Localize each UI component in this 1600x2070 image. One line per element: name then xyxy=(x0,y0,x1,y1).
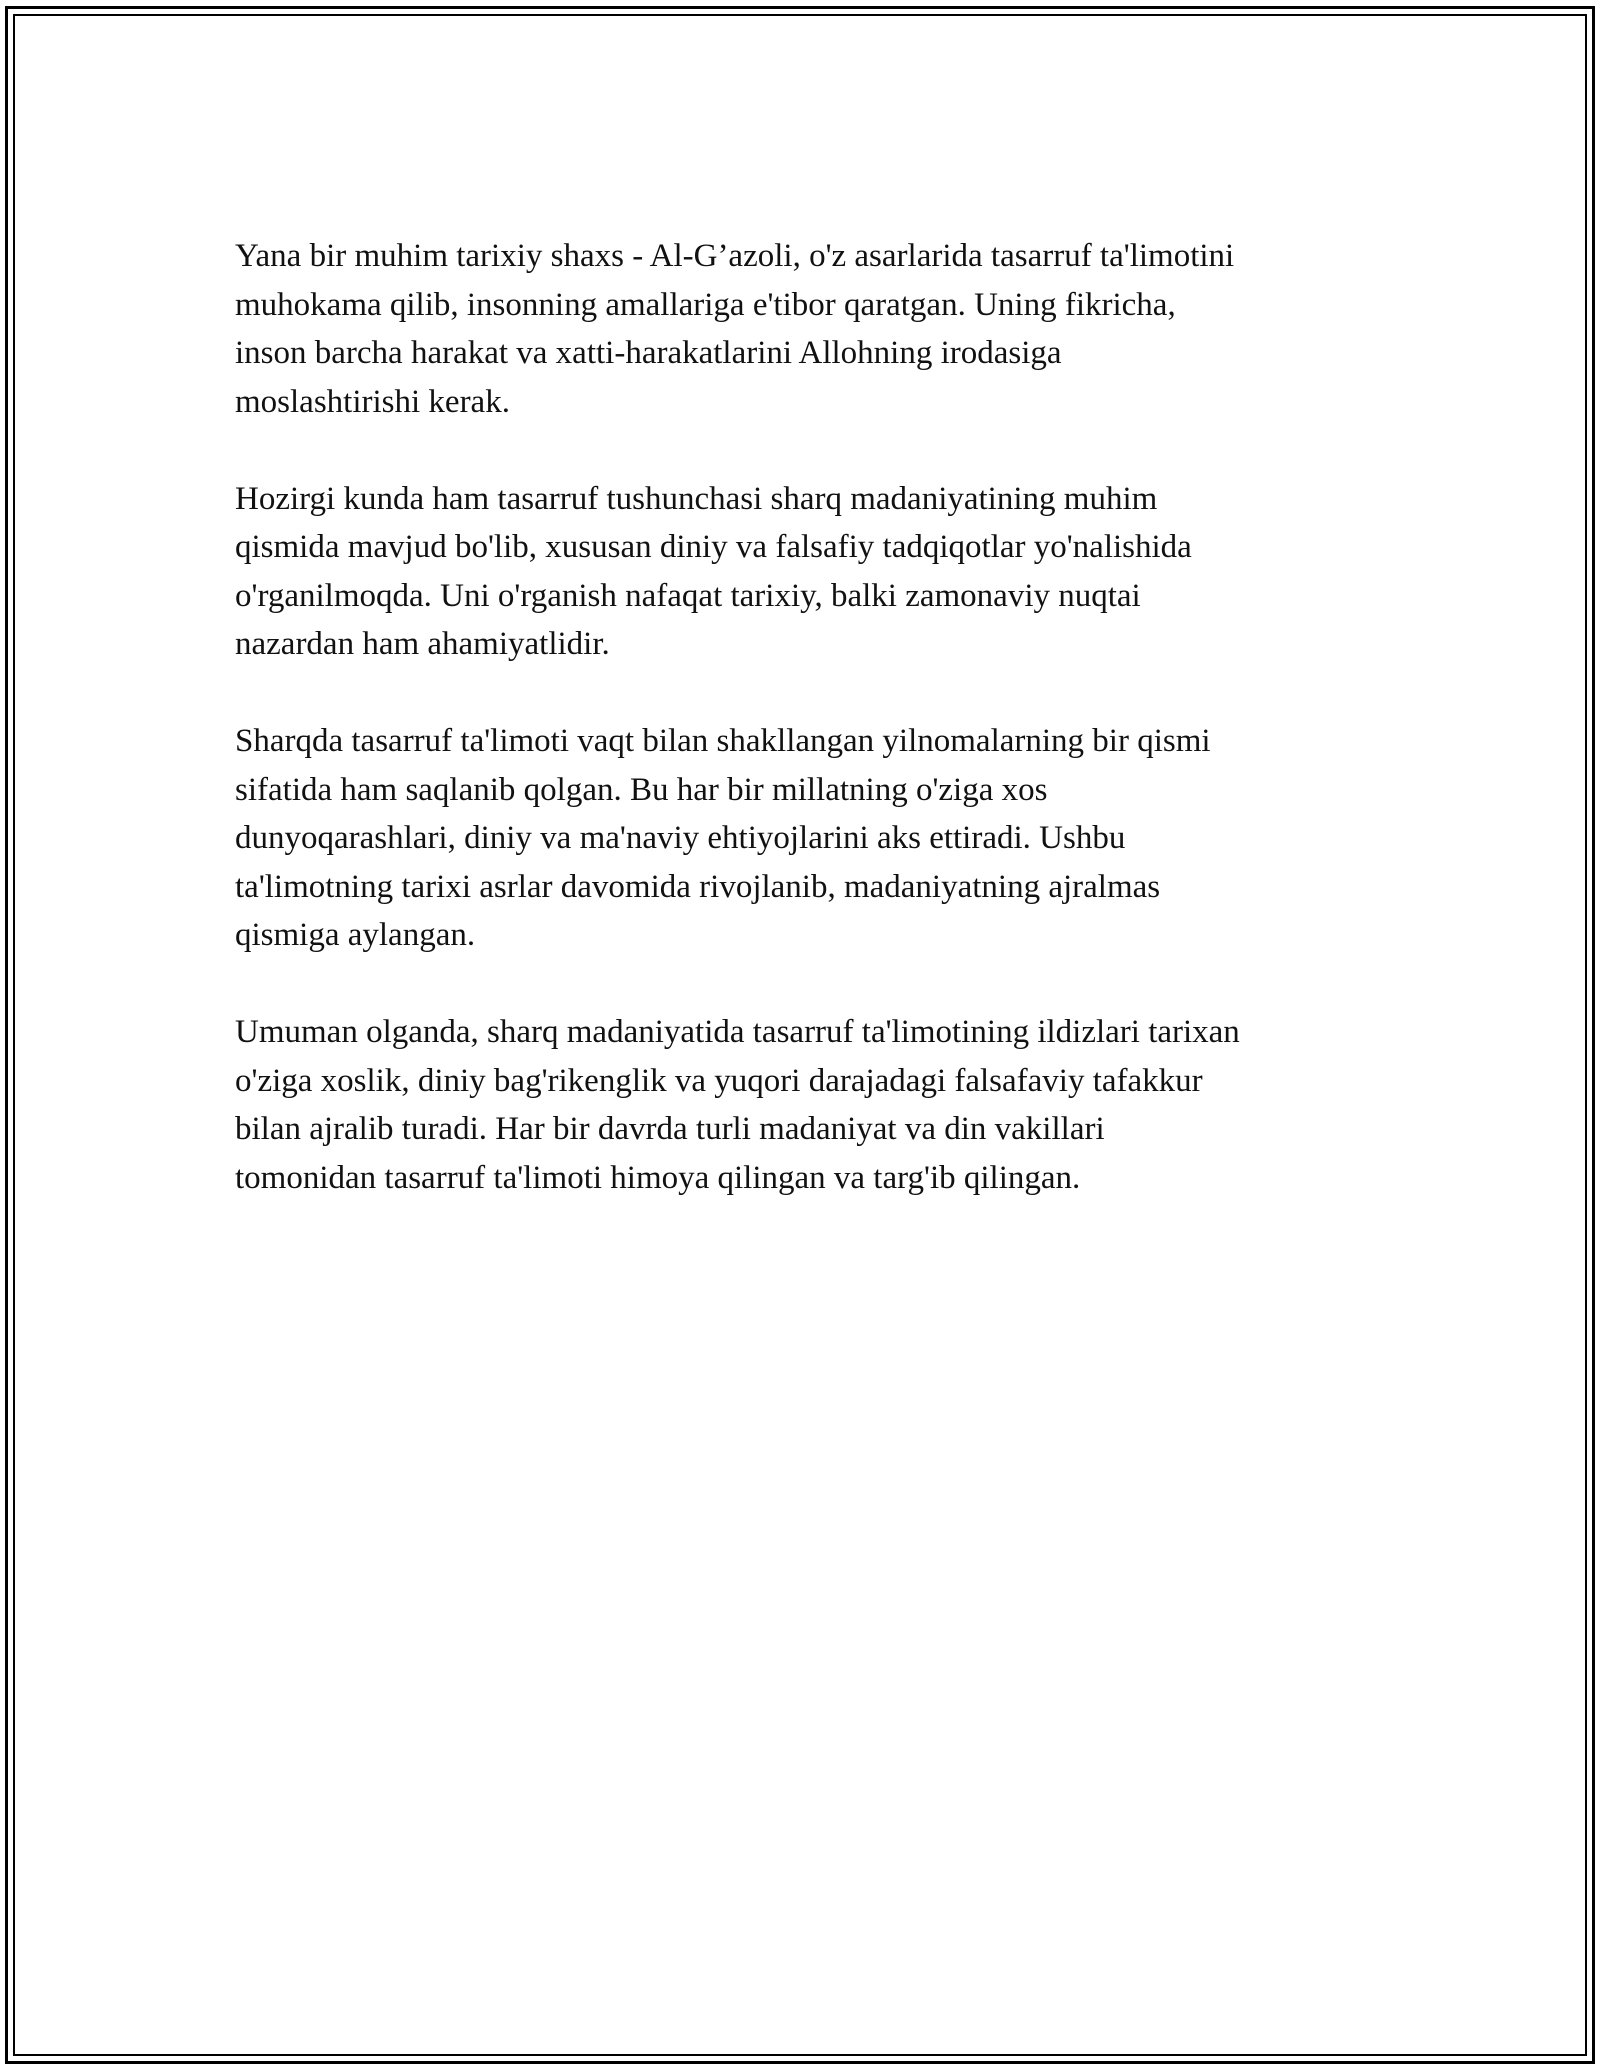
text-line: Sharqda tasarruf ta'limoti vaqt bilan shakllangan yilnomalarning bir qismi xyxy=(235,723,1211,759)
text-line: Umuman olganda, sharq madaniyatida tasarruf ta'limotining ildizlari tarixan xyxy=(235,1014,1240,1050)
text-line: Yana bir muhim tarixiy shaxs - Al-G’azoli, o'z asarlarida tasarruf ta'limotini xyxy=(235,238,1235,274)
text-line: dunyoqarashlari, diniy va ma'naviy ehtiyojlarini aks ettiradi. Ushbu xyxy=(235,820,1126,856)
paragraph xyxy=(235,232,1365,426)
text-line: o'rganilmoqda. Uni o'rganish nafaqat tarixiy, balki zamonaviy nuqtai xyxy=(235,577,1141,614)
paragraph xyxy=(235,1008,1365,1202)
paragraph xyxy=(235,717,1365,960)
text-line: sifatida ham saqlanib qolgan. Bu har bir millatning o'ziga xos xyxy=(235,771,1048,808)
text-line: bilan ajralib turadi. Har bir davrda turli madaniyat va din vakillari xyxy=(235,1111,1105,1147)
paragraph xyxy=(235,475,1365,669)
text-line: muhokama qilib, insonning amallariga e'tibor qaratgan. Uning fikricha, xyxy=(235,286,1176,323)
text-line: o'ziga xoslik, diniy bag'rikenglik va yuqori darajadagi falsafaviy tafakkur xyxy=(235,1062,1203,1099)
text-line: tomonidan tasarruf ta'limoti himoya qilingan va targ'ib qilingan. xyxy=(235,1159,1081,1196)
text-line: qismida mavjud bo'lib, xususan diniy va falsafiy tadqiqotlar yo'nalishida xyxy=(235,529,1192,565)
text-line: Hozirgi kunda ham tasarruf tushunchasi sharq madaniyatining muhim xyxy=(235,480,1158,517)
text-line: inson barcha harakat va xatti-harakatlarini Allohning irodasiga xyxy=(235,335,1062,371)
document-body xyxy=(235,232,1365,1251)
text-line: moslashtirishi kerak. xyxy=(235,383,510,420)
text-line: ta'limotning tarixi asrlar davomida rivojlanib, madaniyatning ajralmas xyxy=(235,868,1161,905)
text-line: qismiga aylangan. xyxy=(235,917,476,953)
text-line: nazardan ham ahamiyatlidir. xyxy=(235,626,610,662)
